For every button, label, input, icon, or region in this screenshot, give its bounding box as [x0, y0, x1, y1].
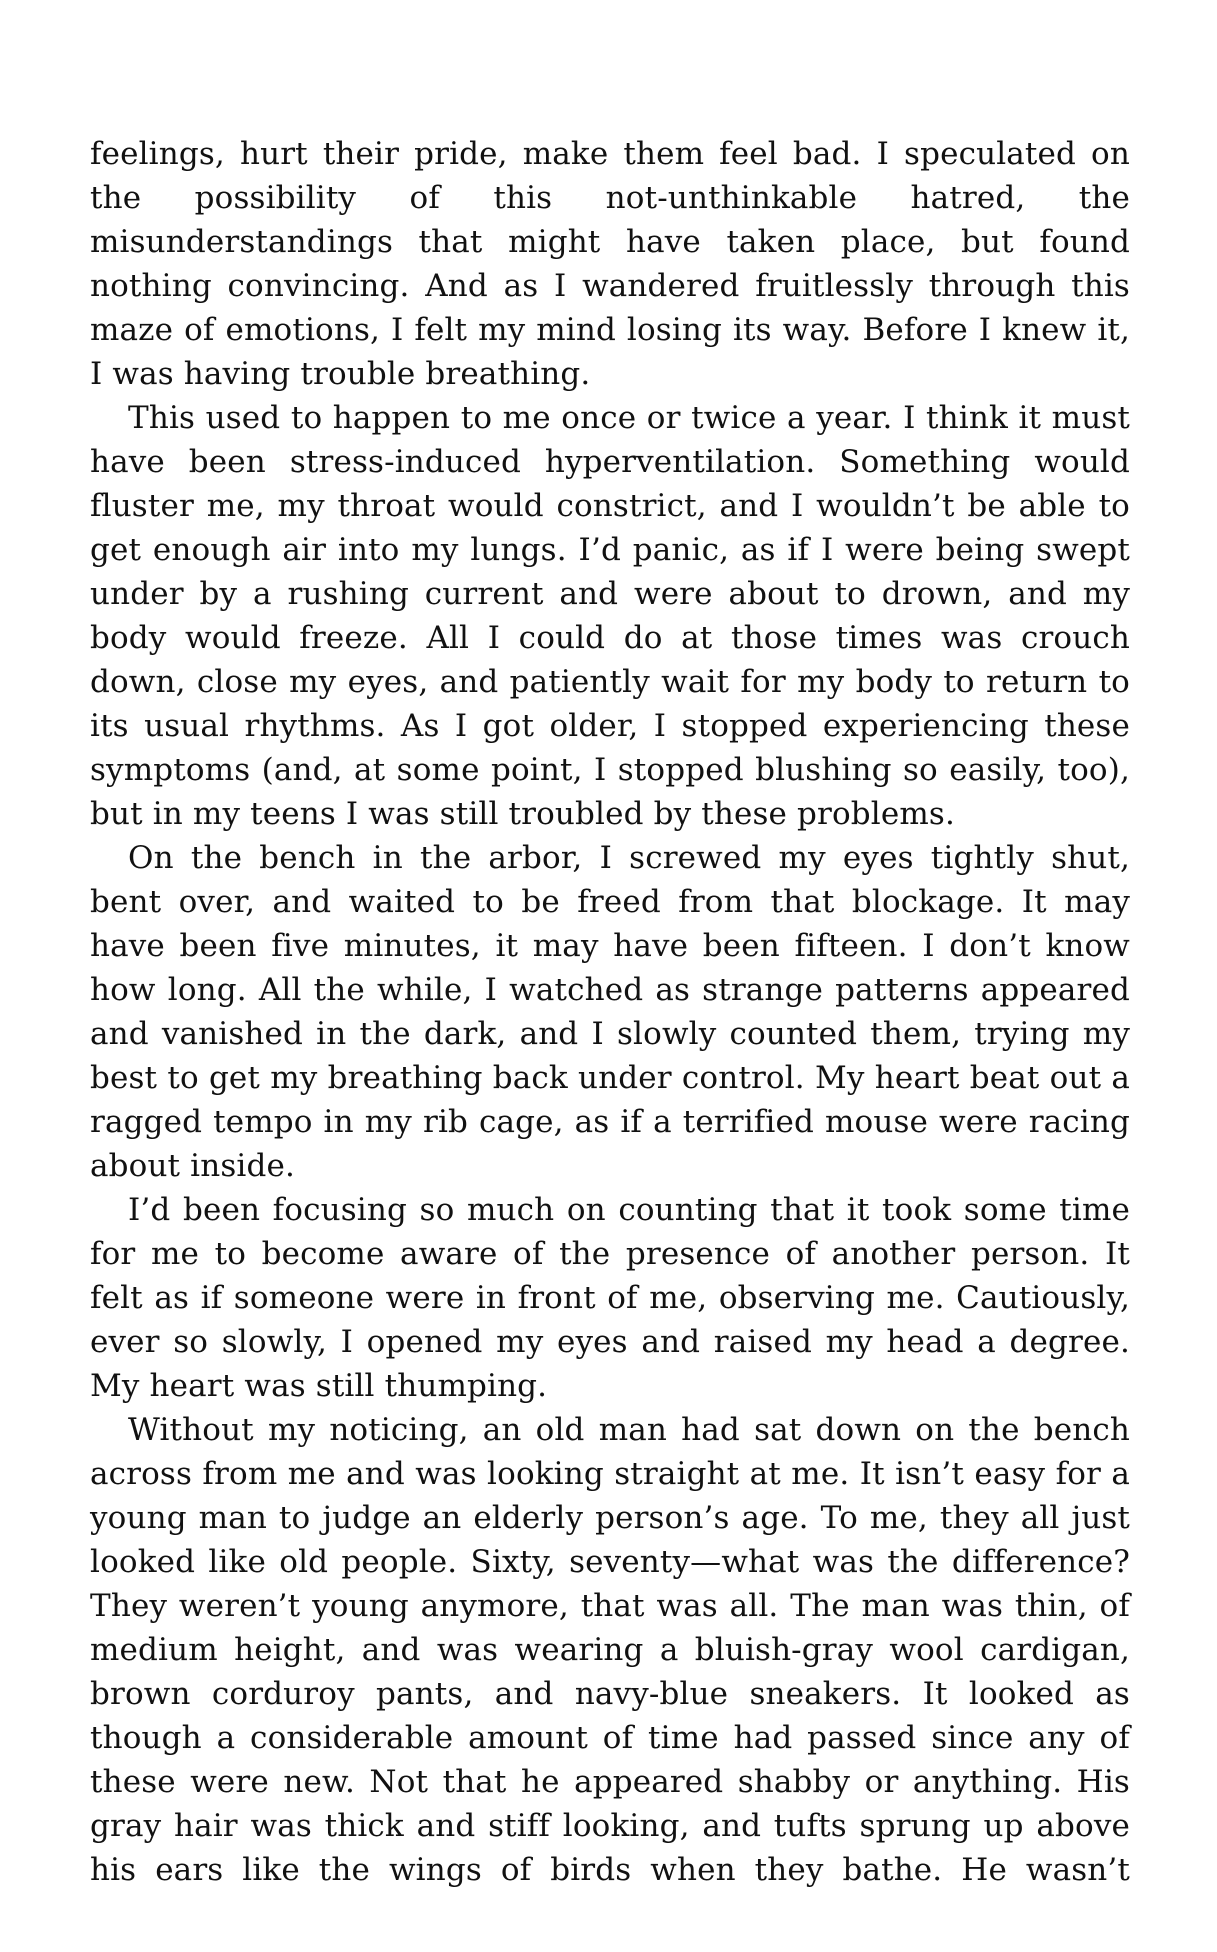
paragraph-1: feelings, hurt their pride, make them feel bad. I speculated on the possibility of this not-unthinkable hatred, the misunderstandings that might have taken place, but found nothing convincing. And as I wandered fruitlessly through this maze of emotions, I felt my mind losing its way. Before I knew it, I was having trouble breathing. [90, 136, 1130, 392]
paragraph-5: Without my noticing, an old man had sat down on the bench across from me and was looking straight at me. It isn’t easy for a young man to judge an elderly person’s age. To me, they all just looked like old people. Sixty, seventy—what was the difference? They weren’t young anymore, that was all. The man was thin, of medium height, and was wearing a bluish-gray wool cardigan, brown corduroy pants, and navy-blue sneakers. It looked as though a considerable amount of time had passed since any of these were new. Not that he appeared shabby or anything. His gray hair was thick and stiff looking, and tufts sprung up above his ears like the wings of birds when they bathe. He wasn’t [90, 1412, 1130, 1888]
paragraph-3: On the bench in the arbor, I screwed my eyes tightly shut, bent over, and waited to be freed from that blockage. It may have been five minutes, it may have been fifteen. I don’t know how long. All the while, I watched as strange patterns appeared and vanished in the dark, and I slowly counted them, trying my best to get my breathing back under control. My heart beat out a ragged tempo in my rib cage, as if a terrified mouse were racing about inside. [90, 840, 1130, 1184]
paragraph-4: I’d been focusing so much on counting that it took some time for me to become aware of the presence of another person. It felt as if someone were in front of me, observing me. Cautiously, ever so slowly, I opened my eyes and raised my head a degree. My heart was still thumping. [90, 1192, 1130, 1404]
book-page [90, 132, 1130, 1892]
paragraph-2: This used to happen to me once or twice a year. I think it must have been stress-induced hyperventilation. Something would fluster me, my throat would constrict, and I wouldn’t be able to get enough air into my lungs. I’d panic, as if I were being swept under by a rushing current and were about to drown, and my body would freeze. All I could do at those times was crouch down, close my eyes, and patiently wait for my body to return to its usual rhythms. As I got older, I stopped experiencing these symptoms (and, at some point, I stopped blushing so easily, too), but in my teens I was still troubled by these problems. [90, 400, 1130, 832]
